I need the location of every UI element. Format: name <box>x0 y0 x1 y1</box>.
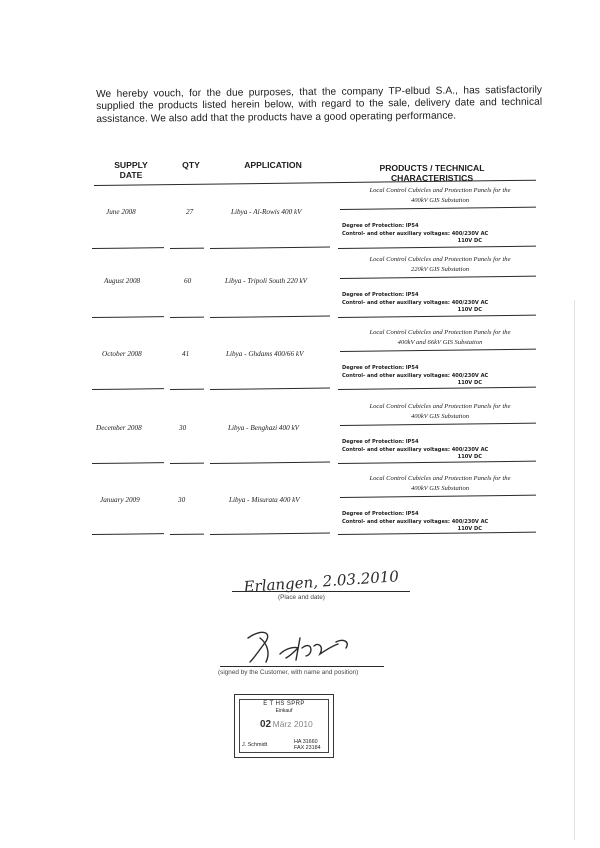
signature-caption: (signed by the Customer, with name and position) <box>218 669 359 676</box>
protection-degree: Degree of Protection: IP54 <box>342 439 419 445</box>
stamp-date <box>260 719 313 730</box>
product-description-line1: Local Control Cubicles and Protection Panels for the <box>369 475 511 482</box>
stamp-name: J. Schmidt <box>242 742 268 748</box>
technical-spec-block <box>342 223 518 246</box>
qty-cell: 41 <box>182 350 190 358</box>
supply-date-cell: August 2008 <box>104 277 141 285</box>
product-description-line1: Local Control Cubicles and Protection Panels for the <box>369 329 511 336</box>
dc-voltage: 110V DC <box>457 380 482 387</box>
product-description-line1: Local Control Cubicles and Protection Panels for the <box>369 256 511 263</box>
dc-voltage: 110V DC <box>457 526 482 533</box>
row-divider-application <box>210 315 330 317</box>
stamp-date-rest: März 2010 <box>272 719 313 729</box>
customer-signature <box>240 624 360 668</box>
protection-degree: Degree of Protection: IP54 <box>342 365 419 371</box>
product-description-line2: 400kV GIS Substation <box>410 413 470 420</box>
auxiliary-voltages: Control- and other auxiliary voltages: 400/230V AC <box>342 372 489 379</box>
product-description-line1: Local Control Cubicles and Protection Panels for the <box>369 187 511 194</box>
technical-spec-block <box>342 511 518 534</box>
row-divider-application <box>210 388 330 390</box>
row-divider-date <box>92 462 164 464</box>
technical-spec-block <box>342 365 518 388</box>
stamp-phone: HA 31660 <box>294 739 318 745</box>
qty-cell: 30 <box>178 496 186 504</box>
supply-date-cell: January 2009 <box>100 496 140 504</box>
place-date-text: Erlangen, 2.03.2010 <box>243 567 400 596</box>
row-divider-date <box>92 388 164 390</box>
header-qty: QTY <box>182 160 200 170</box>
header-application: APPLICATION <box>244 160 302 170</box>
intro-paragraph: We hereby vouch, for the due purposes, that the company TP-elbud S.A., has satisfactorily supplied the products listed herein below, with regard to the sale, delivery date and technical assistance. We also add that the products have a good operating performance. <box>96 84 543 125</box>
row-divider-date <box>92 247 164 249</box>
product-description-line2: 400kV GIS Substation <box>410 485 470 492</box>
stamp-date-day: 02 <box>260 719 272 730</box>
qty-cell: 27 <box>186 208 194 216</box>
dc-voltage: 110V DC <box>457 238 482 245</box>
application-cell: Libya - Tripoli South 220 kV <box>225 277 308 285</box>
stamp-line2: Einkauf <box>275 708 293 714</box>
header-supply-date: SUPPLY DATE <box>114 160 148 180</box>
product-description-line2: 220kV GIS Substation <box>410 266 470 273</box>
supply-date-cell: October 2008 <box>102 350 142 358</box>
stamp-fax: FAX 23184 <box>294 745 321 751</box>
product-title-divider <box>340 207 536 210</box>
product-title-divider <box>340 423 536 426</box>
row-divider-application <box>210 533 330 535</box>
technical-spec-block <box>342 439 518 462</box>
protection-degree: Degree of Protection: IP54 <box>342 511 419 517</box>
auxiliary-voltages: Control- and other auxiliary voltages: 400/230V AC <box>342 230 489 237</box>
signature-line <box>220 666 384 667</box>
row-divider-qty <box>170 248 204 249</box>
auxiliary-voltages: Control- and other auxiliary voltages: 400/230V AC <box>342 518 489 525</box>
row-divider-application <box>210 461 330 463</box>
application-cell: Libya - Al-Rowis 400 kV <box>231 208 302 216</box>
product-title-divider <box>340 495 536 498</box>
place-date-line <box>232 591 410 592</box>
dc-voltage: 110V DC <box>457 307 482 314</box>
application-cell: Libya - Ghdams 400/66 kV <box>226 350 304 358</box>
place-date-caption: (Place and date) <box>278 594 325 601</box>
scan-edge-line <box>574 300 575 840</box>
product-description-line1: Local Control Cubicles and Protection Panels for the <box>369 403 511 410</box>
row-divider-qty <box>170 389 204 390</box>
stamp-line1: E T HS SPRP <box>263 701 305 707</box>
company-stamp <box>234 694 334 758</box>
supply-date-cell: June 2008 <box>106 208 136 216</box>
row-divider-date <box>92 316 164 318</box>
row-divider-qty <box>170 316 204 317</box>
qty-cell: 30 <box>179 424 187 432</box>
protection-degree: Degree of Protection: IP54 <box>342 292 419 298</box>
product-description-line2: 400kV and 66kV GIS Substation <box>397 339 483 346</box>
protection-degree: Degree of Protection: IP54 <box>342 223 419 229</box>
auxiliary-voltages: Control- and other auxiliary voltages: 400/230V AC <box>342 446 489 453</box>
application-cell: Libya - Benghazi 400 kV <box>228 424 300 432</box>
auxiliary-voltages: Control- and other auxiliary voltages: 400/230V AC <box>342 299 489 306</box>
row-divider-qty <box>170 534 204 535</box>
supply-date-cell: December 2008 <box>96 424 142 432</box>
header-products: PRODUCTS / TECHNICAL CHARACTERISTICS <box>379 163 485 183</box>
row-divider-application <box>210 247 330 249</box>
product-title-divider <box>340 349 536 352</box>
stamp-inner-box <box>239 699 329 753</box>
product-description-line2: 400kV GIS Substation <box>410 197 470 204</box>
technical-spec-block <box>342 292 518 315</box>
application-cell: Libya - Misurata 400 kV <box>229 496 300 504</box>
dc-voltage: 110V DC <box>457 454 482 461</box>
row-divider-products <box>338 246 536 249</box>
row-divider-qty <box>170 462 204 463</box>
row-divider-date <box>92 534 164 536</box>
qty-cell: 60 <box>184 277 192 285</box>
product-title-divider <box>340 276 536 279</box>
